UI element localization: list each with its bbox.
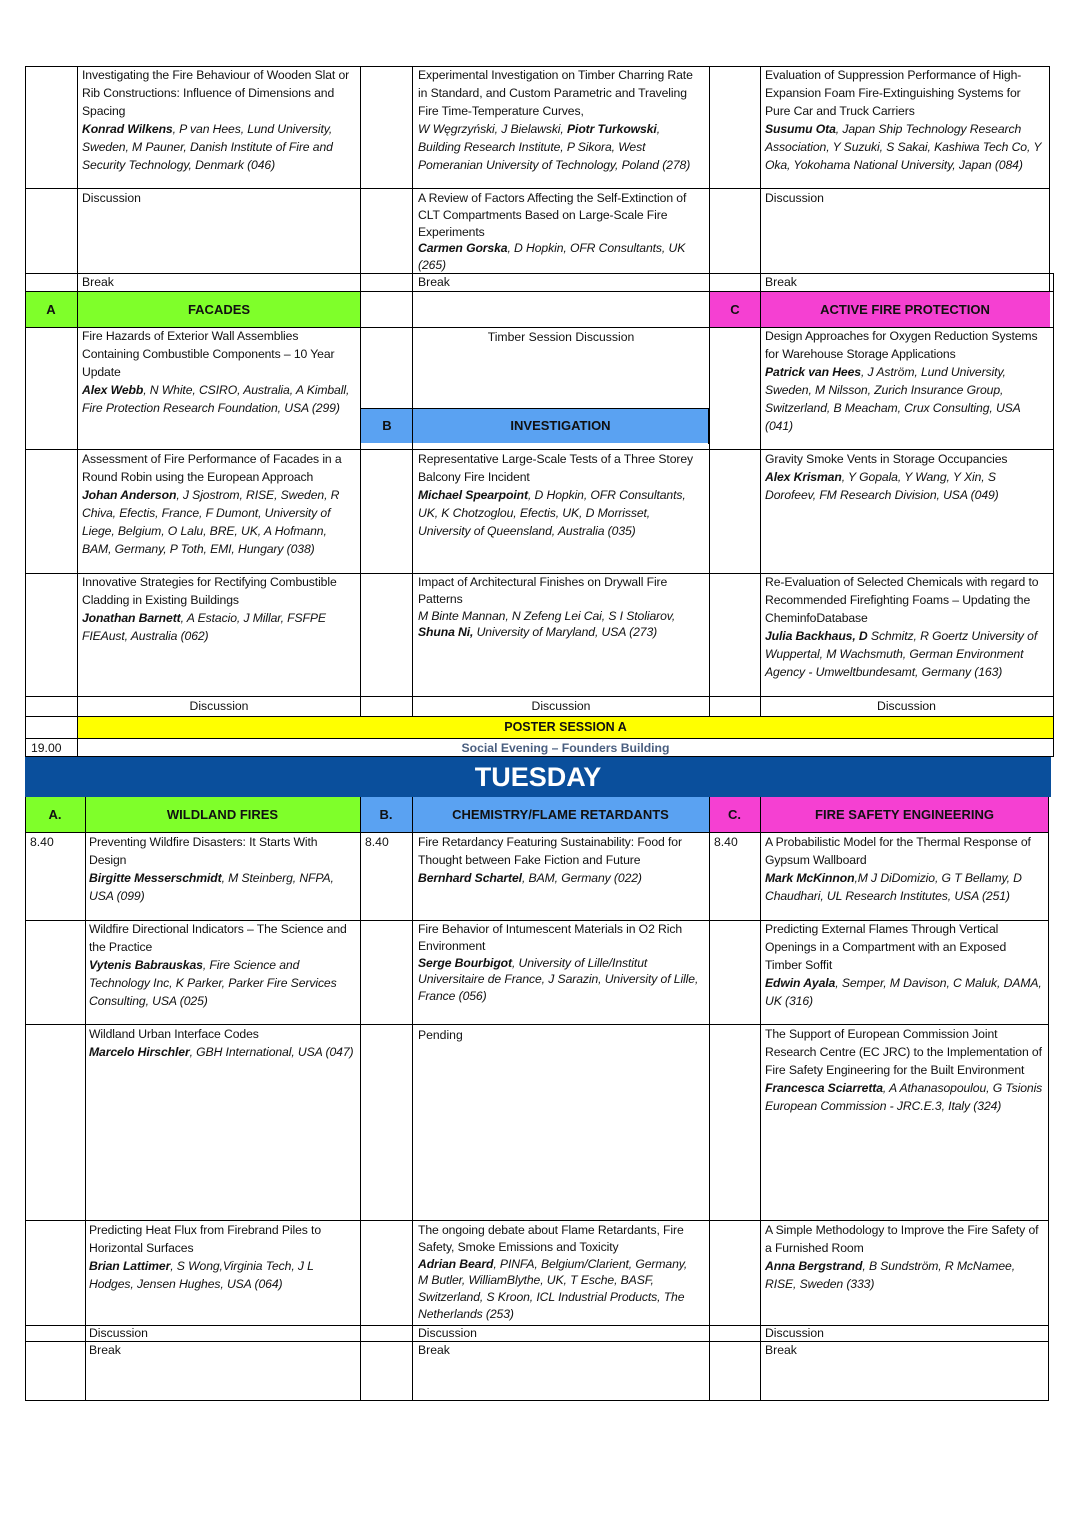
talk-authors bbox=[89, 1044, 359, 1062]
presenting-author: Jonathan Barnett bbox=[82, 610, 181, 625]
presenting-author: Serge Bourbigot bbox=[418, 955, 512, 970]
talk-cell bbox=[765, 1026, 1047, 1116]
talk-title: A Review of Factors Affecting the Self-Extinction of CLT Compartments Based on Large-Scale Fire Experiments bbox=[418, 191, 687, 239]
presenting-author: Bernhard Schartel bbox=[418, 870, 522, 885]
talk-cell bbox=[82, 451, 357, 558]
timber-session-discussion: Timber Session Discussion bbox=[487, 330, 635, 344]
talk-authors bbox=[418, 608, 693, 642]
presenting-author: Shuna Ni, bbox=[418, 625, 474, 640]
coauthors: , B Sundström, R McNamee, RISE, Sweden (333) bbox=[765, 1258, 1015, 1291]
talk-cell bbox=[418, 921, 702, 1005]
coauthors: , A Athanasopoulou, G Tsionis European Commission - JRC.E.3, Italy (324) bbox=[765, 1080, 1043, 1113]
talk-authors bbox=[765, 628, 1049, 682]
break-label: Break bbox=[765, 275, 797, 289]
coauthors: , BAM, Germany (022) bbox=[521, 870, 642, 885]
presenting-author: Brian Lattimer bbox=[89, 1258, 171, 1273]
talk-cell bbox=[418, 190, 693, 274]
discussion-label: Discussion bbox=[418, 1326, 477, 1340]
talk-authors bbox=[418, 955, 702, 1005]
talk-cell bbox=[89, 1026, 359, 1062]
talk-authors bbox=[89, 957, 357, 1011]
talk-title: The Support of European Commission Joint Research Centre (EC JRC) to the Implementation of Fire Safety Engineering for the Built Environment bbox=[765, 1027, 1042, 1077]
talk-cell bbox=[765, 574, 1049, 681]
social-evening: Social Evening – Founders Building bbox=[461, 741, 670, 755]
talk-authors bbox=[765, 1080, 1047, 1116]
talk-authors bbox=[765, 975, 1045, 1011]
presenting-author: Patrick van Hees bbox=[765, 364, 861, 379]
tue-session-c-title-cell: FIRE SAFETY ENGINEERING bbox=[760, 797, 1049, 832]
talk-cell bbox=[765, 834, 1045, 906]
talk-cell bbox=[82, 67, 357, 174]
presenting-author: Mark McKinnon bbox=[765, 870, 855, 885]
talk-title: Wildfire Directional Indicators – The Science and the Practice bbox=[89, 922, 347, 954]
talk-cell bbox=[89, 921, 357, 1011]
coauthors: , D Hopkin, OFR Consultants, UK (265) bbox=[418, 241, 686, 273]
presenting-author: Michael Spearpoint bbox=[418, 487, 528, 502]
coauthors: , Y Gopala, Y Wang, Y Xin, S Dorofeev, FM Research Division, USA (049) bbox=[765, 469, 999, 502]
talk-cell bbox=[89, 1222, 351, 1294]
presenting-author: Piotr Turkowski bbox=[567, 121, 657, 136]
talk-title: A Simple Methodology to Improve the Fire Safety of a Furnished Room bbox=[765, 1223, 1039, 1255]
presenting-author: Susumu Ota bbox=[765, 121, 836, 136]
presenting-author: Adrian Beard bbox=[418, 1256, 494, 1271]
discussion-label: Discussion bbox=[765, 191, 824, 205]
talk-title: Design Approaches for Oxygen Reduction Systems for Warehouse Storage Applications bbox=[765, 329, 1038, 361]
session-time: 8.40 bbox=[365, 835, 389, 849]
discussion-label: Discussion bbox=[877, 699, 936, 713]
talk-title: Predicting External Flames Through Vertical Openings in a Compartment with an Exposed Timber Soffit bbox=[765, 922, 1007, 972]
talk-title: Wildland Urban Interface Codes bbox=[89, 1027, 259, 1041]
session-c-letter-cell: C bbox=[710, 291, 760, 327]
presenting-author: Alex Krisman bbox=[765, 469, 842, 484]
talk-authors bbox=[765, 870, 1045, 906]
talk-title: Fire Behavior of Intumescent Materials in O2 Rich Environment bbox=[418, 922, 683, 953]
talk-title: Innovative Strategies for Rectifying Combustible Cladding in Existing Buildings bbox=[82, 575, 337, 607]
presenting-author: Carmen Gorska bbox=[418, 241, 508, 256]
tue-session-b-letter-cell: B. bbox=[360, 797, 412, 832]
session-time: 8.40 bbox=[714, 835, 738, 849]
tue-session-a-title-cell: WILDLAND FIRES bbox=[85, 797, 360, 832]
session-c-title-cell: ACTIVE FIRE PROTECTION bbox=[760, 291, 1050, 327]
discussion-label: Discussion bbox=[189, 699, 249, 713]
poster-session-bar: POSTER SESSION A bbox=[77, 716, 1054, 738]
talk-cell bbox=[418, 574, 693, 641]
coauthors: , S Wong,Virginia Tech, J L Hodges, Jensen Hughes, USA (064) bbox=[89, 1258, 314, 1291]
presenting-author: Marcelo Hirschler bbox=[89, 1044, 190, 1059]
talk-title: Impact of Architectural Finishes on Drywall Fire Patterns bbox=[418, 575, 668, 606]
session-b-title-cell: INVESTIGATION bbox=[413, 408, 708, 443]
break-label: Break bbox=[82, 275, 114, 289]
talk-title: Evaluation of Suppression Performance of High-Expansion Foam Fire-Extinguishing Systems for Pure Car and Truck Carriers bbox=[765, 68, 1022, 118]
coauthors: Schmitz, R Goertz University of Wuppertal, M Wachsmuth, German Environment Agency - Umweltbundesamt, Germany (163) bbox=[765, 628, 1038, 679]
talk-authors bbox=[82, 121, 357, 175]
talk-authors bbox=[82, 487, 357, 559]
talk-cell bbox=[89, 834, 357, 906]
coauthors: ,M J DiDomizio, G T Bellamy, D Chaudhari, UL Research Institutes, USA (251) bbox=[765, 870, 1022, 903]
presenting-author: Birgitte Messerschmidt bbox=[89, 870, 222, 885]
talk-cell bbox=[765, 921, 1045, 1011]
talk-title: The ongoing debate about Flame Retardants, Fire Safety, Smoke Emissions and Toxicity bbox=[418, 1223, 684, 1254]
break-label: Break bbox=[765, 1343, 797, 1357]
social-time: 19.00 bbox=[31, 741, 62, 755]
talk-authors bbox=[418, 121, 703, 175]
coauthors: , J Sjostrom, RISE, Sweden, R Chiva, Efectis, France, F Dumont, University of Liege, Belgium, O Lalu, BRE, UK, A Hofmann, BAM, Germany, P Toth, EMI, Hungary (038) bbox=[82, 487, 340, 556]
talk-cell bbox=[418, 1222, 700, 1323]
discussion-label: Discussion bbox=[89, 1326, 148, 1340]
break-label: Break bbox=[418, 275, 450, 289]
talk-title: Gravity Smoke Vents in Storage Occupancies bbox=[765, 452, 1008, 466]
talk-authors bbox=[418, 1256, 700, 1323]
presenting-author: Johan Anderson bbox=[82, 487, 177, 502]
session-b-letter-cell: B bbox=[361, 408, 413, 443]
discussion-label: Discussion bbox=[82, 191, 141, 205]
talk-cell bbox=[418, 834, 698, 888]
talk-title: Assessment of Fire Performance of Facades in a Round Robin using the European Approach bbox=[82, 452, 342, 484]
coauthors: , PINFA, Belgium/Clarient, Germany, M Butler, WilliamBlythe, UK, T Esche, BASF, Switzerland, S Kroon, ICL Industrial Products, The Netherlands (253) bbox=[418, 1256, 688, 1321]
talk-title: Representative Large-Scale Tests of a Three Storey Balcony Fire Incident bbox=[418, 452, 694, 484]
coauthors: , J Aström, Lund University, Sweden, M Nilsson, Zurich Insurance Group, Switzerland, B Meacham, Crux Consulting, USA (041) bbox=[765, 364, 1021, 433]
pending-label: Pending bbox=[418, 1028, 463, 1042]
tue-session-b-title-cell: CHEMISTRY/FLAME RETARDANTS bbox=[412, 797, 709, 832]
coauthors: , P van Hees, Lund University, Sweden, M Pauner, Danish Institute of Fire and Security Technology, Denmark (046) bbox=[82, 121, 333, 172]
coauthors: , A Estacio, J Millar, FSFPE FIEAust, Australia (062) bbox=[82, 610, 326, 643]
talk-cell bbox=[418, 451, 703, 541]
break-label: Break bbox=[418, 1343, 450, 1357]
coauthors-pre: M Binte Mannan, N Zefeng Lei Cai, S I Stoliarov, bbox=[418, 608, 676, 623]
presenting-author: Francesca Sciarretta bbox=[765, 1080, 883, 1095]
session-a-title-cell: FACADES bbox=[77, 291, 361, 327]
day-title: TUESDAY bbox=[474, 761, 602, 792]
talk-cell bbox=[765, 1222, 1045, 1294]
talk-authors bbox=[765, 121, 1047, 175]
talk-cell bbox=[765, 67, 1047, 174]
talk-title: Investigating the Fire Behaviour of Wooden Slat or Rib Constructions: Influence of Dimensions and Spacing bbox=[82, 68, 350, 118]
coauthors: , Semper, M Davison, C Maluk, DAMA, UK (316) bbox=[765, 975, 1042, 1008]
coauthors: , GBH International, USA (047) bbox=[189, 1044, 354, 1059]
coauthors: , M Steinberg, NFPA, USA (099) bbox=[89, 870, 334, 903]
coauthors: , N White, CSIRO, Australia, A Kimball, Fire Protection Research Foundation, USA (299) bbox=[82, 382, 350, 415]
presenting-author: Vytenis Babrauskas bbox=[89, 957, 203, 972]
coauthors: University of Maryland, USA (273) bbox=[473, 625, 658, 640]
presenting-author: Alex Webb bbox=[82, 382, 144, 397]
talk-title: Predicting Heat Flux from Firebrand Piles to Horizontal Surfaces bbox=[89, 1223, 321, 1255]
talk-title: Fire Hazards of Exterior Wall Assemblies Containing Combustible Components – 10 Year Update bbox=[82, 329, 335, 379]
discussion-label: Discussion bbox=[765, 1326, 824, 1340]
talk-authors bbox=[418, 240, 693, 274]
break-label: Break bbox=[89, 1343, 121, 1357]
presenting-author: Konrad Wilkens bbox=[82, 121, 173, 136]
talk-title: Experimental Investigation on Timber Charring Rate in Standard, and Custom Parametric and Traveling Fire Time-Temperature Curves, bbox=[418, 68, 693, 118]
coauthors: , Fire Science and Technology Inc, K Parker, Parker Fire Services Consulting, USA (025) bbox=[89, 957, 337, 1008]
talk-cell bbox=[82, 574, 357, 646]
talk-cell bbox=[82, 328, 357, 418]
talk-authors bbox=[765, 1258, 1045, 1294]
tue-session-a-letter-cell: A. bbox=[25, 797, 85, 832]
talk-authors bbox=[89, 870, 357, 906]
talk-authors bbox=[418, 870, 698, 888]
session-time: 8.40 bbox=[30, 835, 54, 849]
talk-authors bbox=[82, 382, 357, 418]
discussion-label: Discussion bbox=[531, 699, 591, 713]
talk-title: Fire Retardancy Featuring Sustainability: Food for Thought between Fake Fiction and Future bbox=[418, 835, 682, 867]
talk-authors bbox=[82, 610, 357, 646]
coauthors: , Building Research Institute, P Sikora, West Pomeranian University of Technology, Poland (278) bbox=[418, 121, 691, 172]
coauthors: , D Hopkin, OFR Consultants, UK, K Chotzoglou, Efectis, UK, D Morrisset, University of Queensland, Australia (035) bbox=[418, 487, 686, 538]
talk-title: Preventing Wildfire Disasters: It Starts With Design bbox=[89, 835, 318, 867]
talk-title: A Probabilistic Model for the Thermal Response of Gypsum Wallboard bbox=[765, 835, 1031, 867]
talk-authors bbox=[765, 469, 1047, 505]
presenting-author: Julia Backhaus, D bbox=[765, 628, 868, 643]
talk-cell bbox=[418, 67, 703, 174]
talk-title: Re-Evaluation of Selected Chemicals with regard to Recommended Firefighting Foams – Updating the CheminfoDatabase bbox=[765, 575, 1039, 625]
talk-cell bbox=[765, 451, 1047, 505]
coauthors: , University of Lille/Institut Universitaire de France, J Sarazin, University of Lille, France (056) bbox=[418, 955, 699, 1004]
session-a-letter-cell: A bbox=[25, 291, 77, 327]
tue-session-c-letter-cell: C. bbox=[709, 797, 760, 832]
talk-authors bbox=[89, 1258, 351, 1294]
talk-cell bbox=[765, 328, 1047, 435]
talk-authors bbox=[765, 364, 1047, 436]
talk-authors bbox=[418, 487, 703, 541]
coauthors-pre: W Węgrzyński, J Bielawski, bbox=[418, 121, 567, 136]
presenting-author: Edwin Ayala bbox=[765, 975, 836, 990]
coauthors: , Japan Ship Technology Research Association, Y Suzuki, S Sakai, Kashiwa Tech Co, Y Oka, Yokohama National University, Japan (084) bbox=[765, 121, 1042, 172]
presenting-author: Anna Bergstrand bbox=[765, 1258, 863, 1273]
